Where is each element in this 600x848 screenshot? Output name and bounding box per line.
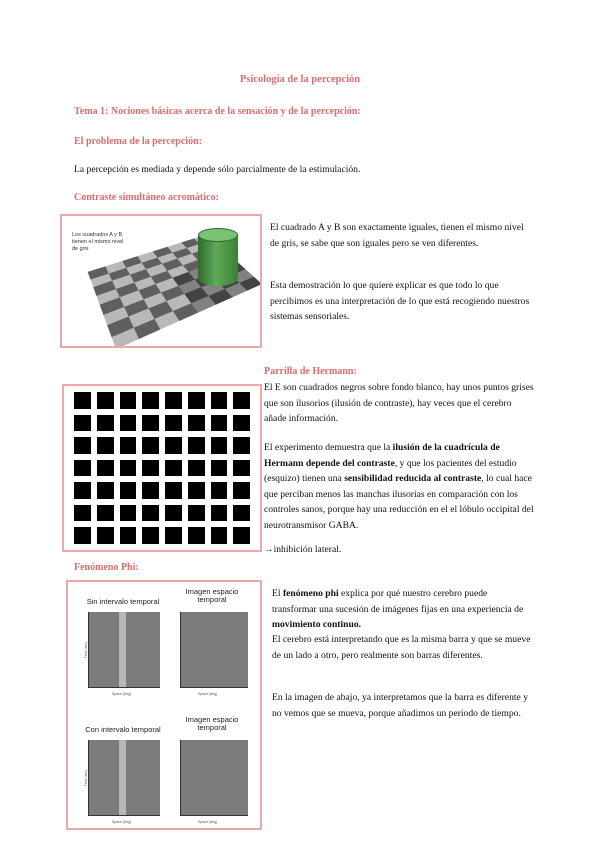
phi-panel-3-xlabel: Space (deg): [112, 820, 132, 824]
hermann-square: [74, 505, 91, 522]
hermann-square: [233, 415, 250, 432]
phi-paragraph-1: El fenómeno phi explica por qué nuestro cerebro puede transformar una sucesión de imágenes fijas en una experiencia de movimiento continuo.: [272, 588, 524, 630]
hermann-square: [188, 505, 205, 522]
hermann-square: [165, 460, 182, 477]
hermann-square: [142, 482, 159, 499]
phi-panel-espacio-2: [170, 716, 254, 826]
phi-panel-1-xlabel: Space (deg): [112, 692, 132, 696]
green-cylinder-top: [198, 228, 238, 242]
phi-panel-3-ylabel: Time (sec): [84, 769, 89, 787]
contraste-paragraph-2: Esta demostración lo que quiere explicar es que todo lo que percibimos es una interpretación de lo que está recogiendo nuestros sistemas sensoriales.: [270, 280, 530, 322]
phi-panel-con-intervalo: [78, 726, 168, 826]
phi-panel-2-xlabel: Space (deg): [198, 692, 218, 696]
hermann-square: [97, 505, 114, 522]
hermann-square: [233, 392, 250, 409]
hermann-square: [120, 460, 137, 477]
hermann-square: [233, 505, 250, 522]
hermann-square: [233, 527, 250, 544]
contraste-heading: Contraste simultáneo acromático:: [74, 192, 219, 203]
hermann-square: [120, 392, 137, 409]
hermann-square: [165, 527, 182, 544]
hermann-square: [211, 460, 228, 477]
hermann-square: [211, 527, 228, 544]
hermann-square: [120, 505, 137, 522]
hermann-square: [97, 460, 114, 477]
hermann-grid: [66, 388, 258, 548]
checker-illusion-label: Los cuadrados A y B tienen el mismo nivel de gris: [72, 232, 124, 252]
hermann-square: [211, 437, 228, 454]
phi-panel-1-bar: [119, 612, 126, 687]
hermann-square: [211, 482, 228, 499]
phi-panel-3-bar: [119, 740, 126, 815]
phi-panel-3-title: Con intervalo temporal: [85, 725, 161, 734]
page-title: Psicología de la percepción: [239, 74, 361, 85]
hermann-square: [211, 505, 228, 522]
phi-panel-4-xlabel: Space (deg): [198, 820, 218, 824]
phi-panels: [66, 582, 258, 828]
hermann-square: [74, 460, 91, 477]
phi-panel-4-title: Imagen espacio temporal: [185, 715, 239, 732]
hermann-paragraph-2: El experimento demuestra que la ilusión de la cuadrícula de Hermann depende del contraste, y que los pacientes del estudio (esquizo) tienen una sensibilidad reducida al contraste, lo cual hace que perciban menos las manchas ilusorias en comparación con los controles sanos, porque hay una reducción en el el lóbulo occipital del neurotransmisor GABA.: [264, 442, 534, 531]
phi-paragraph-2: El cerebro está interpretando que es la misma barra y que se mueve de un lado a otro, pero realmente son barras diferentes.: [272, 634, 531, 661]
hermann-square: [97, 415, 114, 432]
hermann-square: [188, 392, 205, 409]
hermann-square: [120, 482, 137, 499]
hermann-square: [165, 415, 182, 432]
hermann-square: [165, 392, 182, 409]
hermann-square: [233, 482, 250, 499]
tema-heading: Tema 1: Nociones básicas acerca de la sensación y de la percepción:: [74, 106, 361, 117]
hermann-square: [188, 437, 205, 454]
hermann-square: [142, 460, 159, 477]
checker-illusion: [62, 216, 260, 346]
hermann-square: [188, 415, 205, 432]
phi-panel-3-plot: [88, 740, 160, 816]
hermann-square: [188, 482, 205, 499]
phi-panel-4-plot: [180, 740, 248, 816]
hermann-square: [74, 437, 91, 454]
hermann-heading: Parrilla de Hermann:: [264, 366, 357, 377]
phi-paragraph-3: En la imagen de abajo, ya interpretamos que la barra es diferente y no vemos que se mueva, porque añadimos un periodo de tiempo.: [272, 692, 528, 719]
hermann-paragraph-1: El E son cuadrados negros sobre fondo blanco, hay unos puntos grises que son ilusorios (ilusión de contraste), hay veces que el cerebro añade información.: [264, 382, 534, 424]
hermann-square: [211, 415, 228, 432]
hermann-square: [188, 527, 205, 544]
hermann-square: [142, 505, 159, 522]
hermann-square: [120, 415, 137, 432]
phi-panel-espacio-1: [170, 588, 254, 698]
hermann-square: [188, 460, 205, 477]
hermann-square: [142, 392, 159, 409]
hermann-square: [165, 437, 182, 454]
phi-heading: Fenómeno Phi:: [74, 562, 139, 573]
hermann-square: [165, 482, 182, 499]
hermann-square: [211, 392, 228, 409]
hermann-square: [97, 482, 114, 499]
contraste-paragraph-1: El cuadrado A y B son exactamente iguales, tienen el mismo nivel de gris, se sabe que son iguales pero se ven diferentes.: [270, 222, 524, 249]
phi-panel-2-title: Imagen espacio temporal: [185, 587, 239, 604]
hermann-square: [97, 392, 114, 409]
problema-text: La percepción es mediada y depende sólo parcialmente de la estimulación.: [74, 164, 361, 175]
hermann-square: [142, 527, 159, 544]
hermann-square: [165, 505, 182, 522]
hermann-square: [74, 482, 91, 499]
hermann-square: [74, 392, 91, 409]
problema-heading: El problema de la percepción:: [74, 136, 202, 147]
hermann-square: [142, 437, 159, 454]
hermann-square: [97, 437, 114, 454]
hermann-square: [233, 437, 250, 454]
phi-panel-1-ylabel: Time (sec): [84, 641, 89, 659]
hermann-paragraph-3: →inhibición lateral.: [264, 544, 342, 555]
hermann-square: [233, 460, 250, 477]
phi-panel-1-title: Sin intervalo temporal: [86, 597, 160, 606]
hermann-square: [120, 527, 137, 544]
phi-panel-1-plot: [88, 612, 160, 688]
hermann-square: [120, 437, 137, 454]
hermann-square: [74, 415, 91, 432]
phi-panel-sin-intervalo: [78, 598, 168, 698]
phi-panel-2-plot: [180, 612, 248, 688]
hermann-square: [74, 527, 91, 544]
hermann-square: [142, 415, 159, 432]
hermann-square: [97, 527, 114, 544]
